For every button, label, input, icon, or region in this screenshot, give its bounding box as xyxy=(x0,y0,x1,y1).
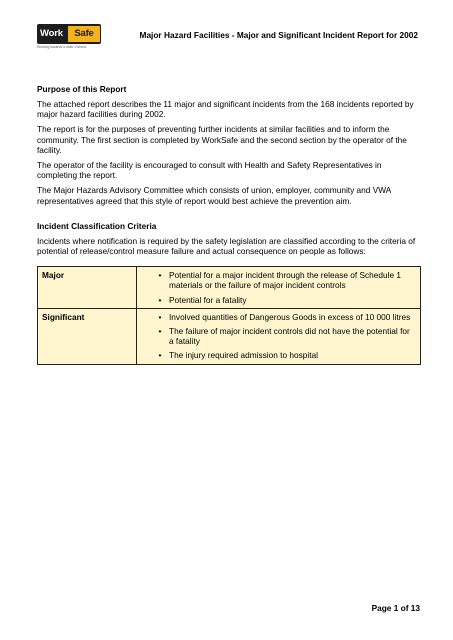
bullet-icon: • xyxy=(158,294,162,305)
criteria-item-text: Involved quantities of Dangerous Goods in excess of 10 000 litres xyxy=(169,311,411,322)
criteria-item xyxy=(155,295,416,305)
criteria-item xyxy=(155,326,416,346)
bullet-icon: • xyxy=(158,326,162,337)
logo-word-safe: Safe xyxy=(68,26,100,42)
criteria-item-text: Potential for a major incident through the release of Schedule 1 materials or the failure of major incident controls xyxy=(169,270,401,291)
logo-tagline: Working towards a safer Victoria xyxy=(37,45,86,49)
criteria-item xyxy=(155,312,416,322)
document-body xyxy=(37,84,420,365)
criteria-item-text: The injury required admission to hospital xyxy=(169,350,318,361)
criteria-item-text: The failure of major incident controls did not have the potential for a fatality xyxy=(169,326,410,347)
classification-label: Significant xyxy=(38,308,137,364)
page-number: Page 1 of 13 xyxy=(371,603,420,613)
criteria-item xyxy=(155,270,416,290)
purpose-paragraph: The Major Hazards Advisory Committee which consists of union, employer, community and VWA representatives agreed that this style of report would best achieve the prevention aim. xyxy=(37,185,391,206)
criteria-intro: Incidents where notification is required by the safety legislation are classified according to the criteria of potential of release/control measure failure and actual consequence on people as follows: xyxy=(37,235,416,257)
purpose-paragraph: The attached report describes the 11 major and significant incidents from the 168 incidents reported by major hazard facilities during 2002. xyxy=(37,99,414,120)
classification-criteria xyxy=(137,267,421,309)
page-header-title: Major Hazard Facilities - Major and Significant Incident Report for 2002 xyxy=(139,30,418,40)
criteria-heading: Incident Classification Criteria xyxy=(37,220,157,231)
worksafe-logo xyxy=(37,24,103,50)
purpose-heading: Purpose of this Report xyxy=(37,84,127,94)
purpose-paragraph: The report is for the purposes of preventing further incidents at similar facilities and to inform the community. The first section is completed by WorkSafe and the second section by the operator of the facility. xyxy=(37,124,407,155)
table-row-major xyxy=(38,267,421,309)
purpose-paragraph: The operator of the facility is encouraged to consult with Health and Safety Representatives in completing the report. xyxy=(37,160,382,181)
classification-label: Major xyxy=(38,267,137,309)
criteria-item-text: Potential for a fatality xyxy=(169,294,247,305)
criteria-item xyxy=(155,350,416,360)
logo-word-work: Work xyxy=(40,28,63,39)
bullet-icon: • xyxy=(158,270,162,281)
bullet-icon: • xyxy=(158,350,162,361)
table-row-significant xyxy=(38,308,421,364)
logo-badge xyxy=(37,24,101,44)
classification-criteria xyxy=(137,308,421,364)
bullet-icon: • xyxy=(158,311,162,322)
classification-table xyxy=(37,266,421,364)
